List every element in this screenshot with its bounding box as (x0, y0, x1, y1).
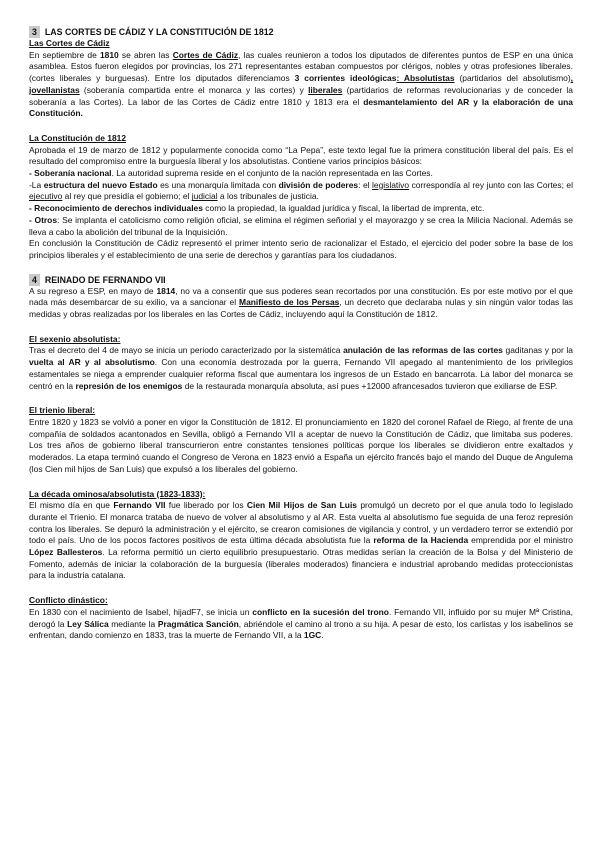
subheading-decada: La década ominosa/absolutista (1823-1833): (29, 488, 206, 499)
section-number: 4 (29, 274, 40, 286)
subheading-constitucion: La Constitución de 1812 (29, 132, 127, 143)
list-item-derechos: - Reconocimiento de derechos individuales como la propiedad, la igualdad jurídica y fiscal, la libertad de imprenta, etc. (29, 203, 485, 214)
subheading-cortes-de-cadiz: Las Cortes de Cádiz (29, 38, 110, 48)
section-number: 3 (29, 26, 40, 38)
paragraph-sexenio: Tras el decreto del 4 de mayo se inicia un periodo caracterizado por la sistemática anulación de las reformas de las cortes gaditanas y por la vuelta al AR y al absolutismo. Con una economía destrozada por la guerra, Fernando VII apegado al mantenimiento de los privilegios estamentales se niega a emprender cualquier reforma fiscal que aumentara los ingresos de un Estado en bancarrota. La labor del monarca se centró en la represión de los enemigos de la restaurada monarquía absoluta, así pues +12000 afrancesados tuvieron que exiliarse de ESP. (29, 345, 573, 391)
subheading-trienio: El trienio liberal: (29, 405, 96, 416)
list-item-otros: - Otros: Se implanta el catolicismo como religión oficial, se elimina el régimen señorial y el mayorazgo y se crea la Milicia Nacional. Además se lleva a cabo la abolición del tribunal de la Inquisición. (29, 214, 573, 237)
paragraph-cortes: En septiembre de 1810 se abren las Cortes de Cádiz, las cuales reunieron a todos los diputados de diferentes puntos de ESP en una única asamblea. Estos fueron elegidos por provincias, los 271 representantes estaban compuestos por clérigos, nobles y otras profesiones liberales. (cortes liberales y burguesas). Entre los diputados diferenciamos 3 corrientes ideológicas: Absolutistas (partidarios del absolutismo), jovellanistas (soberanía compartida entre el monarca y las cortes) y liberales (partidarios de reformas revolucionarias y de conceder la soberanía a las Cortes). La labor de las Cortes de Cádiz entre 1810 y 1813 era el desmantelamiento del AR y la elaboración de una Constitución. (29, 49, 574, 119)
paragraph-constitucion-intro: Aprobada el 19 de marzo de 1812 y popularmente conocida como “La Pepa”, este texto legal fue la primera constitución liberal del país. Es el resultado del compromiso entre la burguesía liberal y los absolutistas. Contiene varios principios básicos: (29, 144, 573, 167)
section-title-text: LAS CORTES DE CÁDIZ Y LA CONSTITUCIÓN DE 1812 (44, 27, 274, 37)
paragraph-regreso: A su regreso a ESP, en mayo de 1814, no va a consentir que sus poderes sean recortados por una constitución. Es por este motivo por el que nada más desembarcar de su exilio, va a sancionar el Manifiesto de los Persas, un decreto que declaraba nulas y sin ningún valor todas las medidas y obras realizadas por los liberales en las Cortes de Cádiz, incluyendo aquí la Constitución de 1812. (29, 285, 573, 320)
list-item-soberania: - Soberanía nacional. La autoridad suprema reside en el conjunto de la nación representada en las Cortes. (29, 168, 433, 179)
subheading-sexenio: El sexenio absolutista: (29, 333, 121, 344)
subheading-conflicto: Conflicto dinástico: (29, 595, 108, 606)
list-item-estructura: -La estructura del nuevo Estado es una monarquía limitada con división de poderes: el legislativo correspondía al rey junto con las Cortes; el ejecutivo al rey que presidía el gobierno; el judicial a los tribunales de justicia. (29, 179, 573, 202)
section-title-text: REINADO DE FERNANDO VII (44, 274, 166, 285)
section-4-title (29, 274, 573, 286)
paragraph-trienio: Entre 1820 y 1823 se volvió a poner en vigor la Constitución de 1812. El pronunciamiento en 1820 del coronel Rafael de Riego, al frente de una compañía de soldados acantonados en Sevilla, obligó a Fernando VII a aceptar de nuevo la Constitución de Cádiz, que limitaba sus poderes. Los tres años de gobierno liberal transcurrieron entre constantes tensiones políticas porque los liberales se dividieron entre exaltados y moderados. La etapa terminó cuando el Congreso de Verona en 1823 envió a España un ejército francés bajo el mando del Duque de Angulema (los Cien mil hijos de San Luis) que expulsó a los liberales del gobierno. (29, 416, 573, 474)
section-3-title (29, 26, 573, 38)
paragraph-conclusion: En conclusión la Constitución de Cádiz representó el primer intento serio de racionalizar el Estado, el ejercicio del poder sobre la base de los principios liberales y el establecimiento de una serie de derechos y garantías para los ciudadanos. (29, 238, 573, 260)
paragraph-conflicto: En 1830 con el nacimiento de Isabel, hijadF7, se inicia un conflicto en la sucesión del trono. Fernando VII, influido por su mujer Mª Cristina, derogó la Ley Sálica mediante la Pragmática Sanción, abriéndole el camino al trono a su hija. A pesar de esto, los carlistas y los isabelinos se enfrentan, dando comienzo en 1833, tras la muerte de Fernando VII, a la 1GC. (29, 606, 574, 641)
paragraph-decada: El mismo día en que Fernando VII fue liberado por los Cien Mil Hijos de San Luis promulgó un decreto por el que anula todo lo legislado durante el Trienio. El monarca trataba de nuevo de volver al absolutismo y al AR. Esta vuelta al absolutismo fue seguida de una feroz represión contra los liberales. Se depuró la administración y el ejército, se crearon comisiones de vigilancia y control, y un verdadero terror se extendió por todo el país. Uno de los pocos factores positivos de esta última década absolutista fue la reforma de la Hacienda emprendida por el ministro López Ballesteros. La reforma permitió un cierto equilibrio presupuestario. Otras medidas serían la creación de la Bolsa y del Ministerio de Fomento, además de iniciar la colaboración de la burguesía (liberales moderados) financiera e industrial aprobando medidas proteccionistas para la industria catalana. (29, 500, 573, 581)
